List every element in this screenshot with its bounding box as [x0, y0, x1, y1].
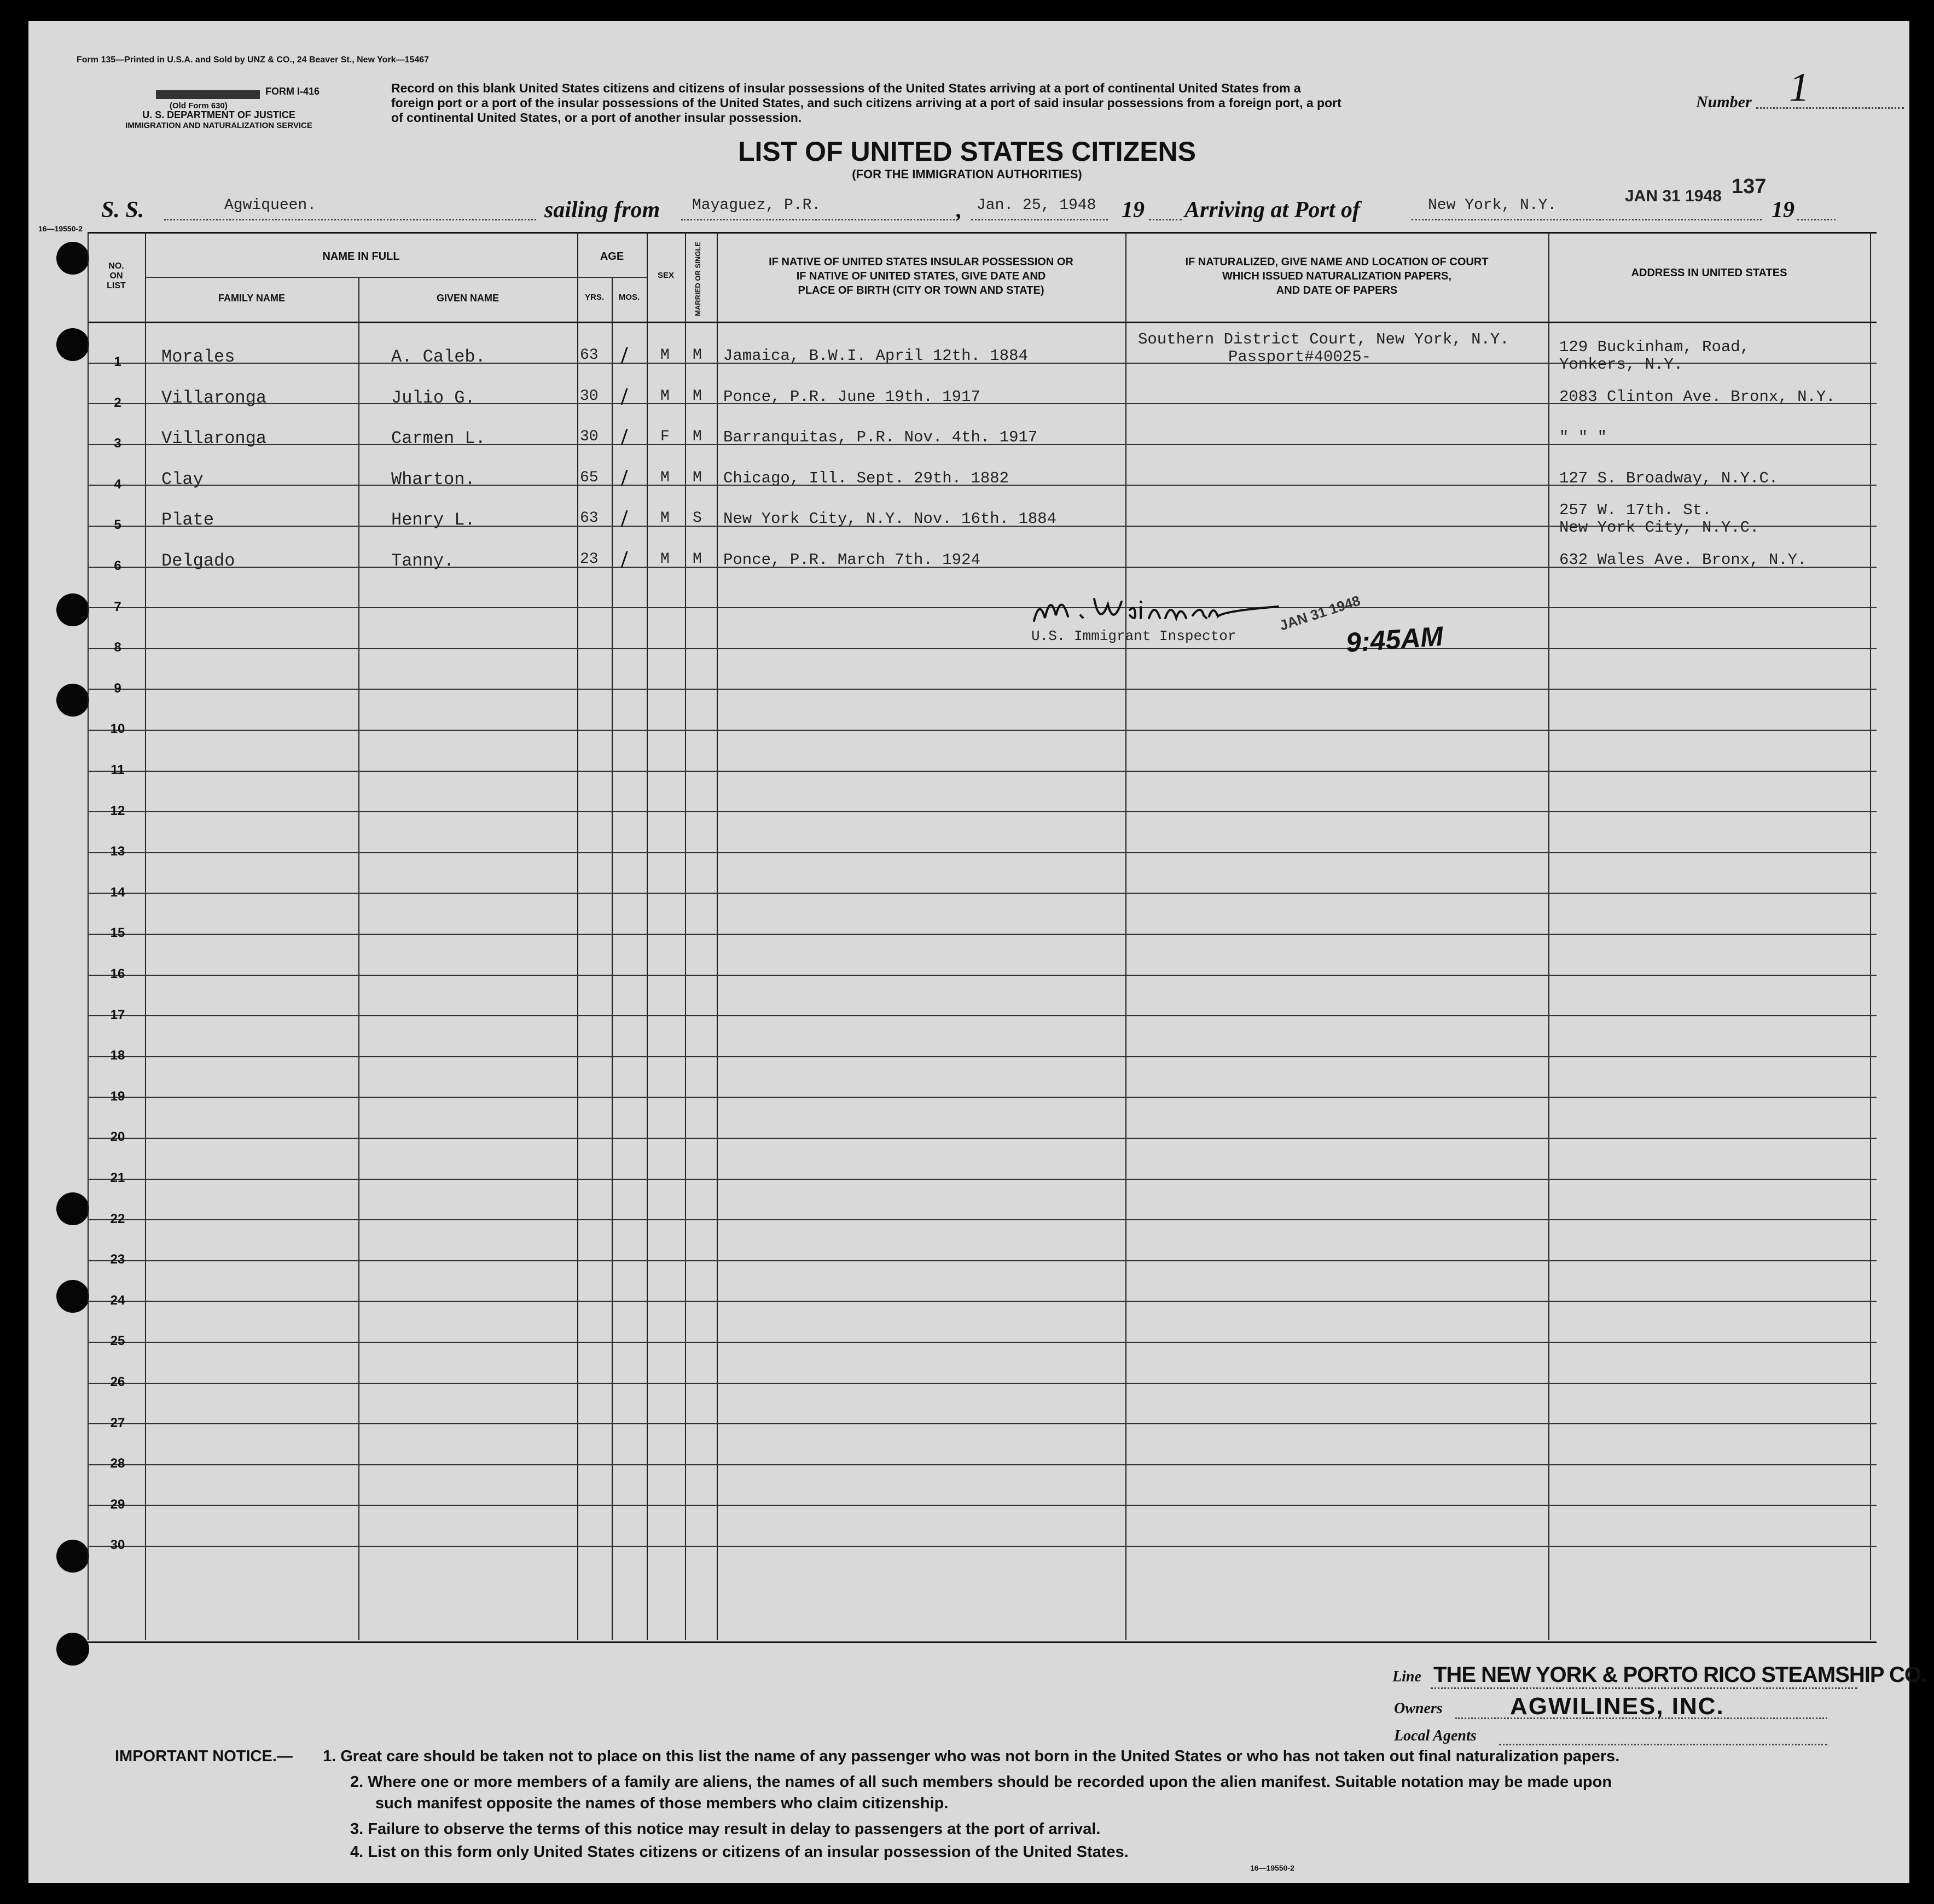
given-name: Julio G.: [391, 388, 475, 408]
family-name: Villaronga: [161, 428, 267, 449]
row-line: [88, 975, 1877, 976]
punch-hole: [56, 1540, 89, 1573]
row-line: [88, 771, 1877, 772]
row-line: [88, 1179, 1877, 1180]
birth-place-date: Ponce, P.R. June 19th. 1917: [723, 388, 980, 406]
sex: M: [660, 347, 670, 364]
printer-line: Form 135—Printed in U.S.A. and Sold by UNZ & CO., 24 Beaver St., New York—15467: [77, 55, 429, 65]
age-months-mark: /: [621, 423, 628, 450]
age-months-mark: /: [621, 342, 628, 369]
row-number: 1: [114, 354, 121, 369]
row-number: 22: [110, 1212, 125, 1226]
instruction-text: Record on this blank United States citizens and citizens of insular possessions of the United States arriving at a port of continental United States from a foreign port or a port of the insular possessions of the United States, and such citizens arriving at a port of said insular possessions from a foreign port, a port of continental United States, or a port of another insular possession.: [391, 81, 1341, 125]
age-years: 63: [580, 510, 599, 527]
inspector-title: U.S. Immigrant Inspector: [1031, 628, 1236, 644]
page-subtitle: (FOR THE IMMIGRATION AUTHORITIES): [852, 167, 1082, 181]
col-married-single: MARRIED OR SINGLE: [694, 242, 702, 316]
naturalization-court: Southern District Court, New York, N.Y.: [1138, 330, 1509, 348]
row-number: 29: [110, 1497, 125, 1512]
given-name: Wharton.: [391, 469, 475, 490]
notice-1: 1. Great care should be taken not to place on this list the name of any passenger who was not born in the United States or who has not taken out final naturalization papers.: [323, 1748, 1620, 1765]
row-line: [88, 934, 1877, 935]
row-number: 3: [114, 436, 121, 451]
row-number: 16: [110, 966, 125, 981]
inspection-date-stamp: JAN 31 1948: [1277, 592, 1363, 634]
row-number: 25: [110, 1334, 125, 1348]
row-number: 14: [110, 885, 125, 900]
col-given-name: GIVEN NAME: [436, 293, 499, 304]
age-months-mark: /: [621, 383, 628, 410]
col-no-on-list: NO. ON LIST: [107, 261, 126, 290]
age-years: 65: [580, 469, 599, 486]
row-number: 20: [110, 1129, 125, 1144]
col-mos: MOS.: [618, 293, 640, 302]
sex: M: [660, 388, 670, 405]
bottom-code: 16—19550-2: [1250, 1864, 1294, 1872]
marital-status: M: [693, 347, 702, 364]
notice-label: IMPORTANT NOTICE.—: [115, 1748, 293, 1765]
punch-hole: [56, 242, 89, 275]
old-form: (Old Form 630): [170, 101, 228, 110]
row-line: [88, 1301, 1877, 1302]
address-line-1: 2083 Clinton Ave. Bronx, N.Y.: [1559, 388, 1836, 406]
row-line: [88, 1260, 1877, 1261]
sex: M: [660, 469, 670, 486]
row-line: [88, 811, 1877, 812]
family-name: Plate: [161, 510, 214, 530]
row-number: 15: [110, 925, 125, 940]
row-number: 2: [114, 395, 121, 410]
punch-hole: [56, 684, 89, 717]
notice-2-cont: such manifest opposite the names of those members who claim citizenship.: [375, 1795, 949, 1812]
row-line: [88, 1097, 1877, 1098]
address-line-1: 127 S. Broadway, N.Y.C.: [1559, 469, 1779, 487]
to-port: New York, N.Y.: [1428, 197, 1557, 214]
stamp-number: 137: [1732, 175, 1767, 198]
given-name: A. Caleb.: [391, 347, 486, 367]
row-line: [88, 730, 1877, 731]
from-port: Mayaguez, P.R.: [692, 197, 821, 214]
notice-2: 2. Where one or more members of a family are aliens, the names of all such members should be recorded upon the alien manifest. Suitable notation may be made upon: [350, 1773, 1612, 1791]
marital-status: M: [693, 388, 702, 405]
birth-place-date: Jamaica, B.W.I. April 12th. 1884: [723, 347, 1028, 365]
row-number: 6: [114, 558, 121, 573]
number-value: 1: [1789, 65, 1809, 110]
row-number: 27: [110, 1416, 125, 1430]
row-line: [88, 689, 1877, 690]
row-number: 17: [110, 1008, 125, 1022]
row-line: [88, 852, 1877, 853]
age-years: 30: [580, 428, 599, 445]
address-line-2: Yonkers, N.Y.: [1559, 356, 1683, 374]
punch-hole: [56, 593, 89, 626]
arriving-label: Arriving at Port of: [1184, 197, 1360, 223]
owners-label: Owners: [1394, 1700, 1443, 1717]
row-line: [88, 607, 1877, 608]
year-label: 19: [1122, 197, 1145, 223]
family-name: Clay: [161, 469, 204, 490]
sex: M: [660, 551, 670, 568]
address-line-1: 632 Wales Ave. Bronx, N.Y.: [1559, 551, 1807, 569]
address-line-1: " " ": [1559, 428, 1607, 446]
row-line: [88, 893, 1877, 894]
birth-place-date: Ponce, P.R. March 7th. 1924: [723, 551, 980, 569]
row-line: [88, 1383, 1877, 1384]
marital-status: M: [693, 551, 702, 568]
row-number: 23: [110, 1252, 125, 1267]
marital-status: M: [693, 469, 702, 486]
number-label: Number: [1696, 93, 1752, 111]
given-name: Henry L.: [391, 510, 475, 530]
punch-hole: [56, 1280, 89, 1313]
row-number: 19: [110, 1089, 125, 1104]
marital-status: S: [693, 510, 702, 527]
service: IMMIGRATION AND NATURALIZATION SERVICE: [125, 121, 312, 130]
sailing-label: sailing from: [544, 197, 660, 223]
given-name: Tanny.: [391, 551, 455, 571]
sex: F: [660, 428, 670, 445]
sailing-date: Jan. 25, 1948: [977, 197, 1096, 214]
row-number: 7: [114, 599, 121, 614]
age-years: 23: [580, 551, 599, 568]
col-yrs: YRS.: [584, 293, 604, 302]
punch-hole: [56, 328, 89, 361]
row-line: [88, 1056, 1877, 1057]
row-number: 28: [110, 1456, 125, 1471]
punch-hole: [56, 1192, 89, 1225]
row-number: 26: [110, 1375, 125, 1389]
row-number: 30: [110, 1538, 125, 1552]
row-line: [88, 1505, 1877, 1506]
row-line: [88, 648, 1877, 649]
passport-number: Passport#40025-: [1228, 348, 1372, 366]
row-line: [88, 1423, 1877, 1424]
arrival-stamp: JAN 31 1948: [1625, 187, 1722, 205]
side-code: 16—19550-2: [38, 224, 83, 233]
row-number: 4: [114, 477, 121, 492]
birth-place-date: Barranquitas, P.R. Nov. 4th. 1917: [723, 428, 1038, 446]
row-number: 11: [111, 762, 125, 777]
row-line: [88, 1464, 1877, 1465]
family-name: Morales: [161, 347, 235, 367]
row-line: [88, 1342, 1877, 1343]
page-title: LIST OF UNITED STATES CITIZENS: [737, 136, 1197, 167]
family-name: Villaronga: [161, 388, 267, 408]
age-years: 30: [580, 388, 599, 405]
row-number: 21: [110, 1171, 125, 1185]
line-label: Line: [1392, 1668, 1421, 1685]
col-birth: IF NATIVE OF UNITED STATES INSULAR POSSESSION OR IF NATIVE OF UNITED STATES, GIVE DATE AND PLACE OF BIRTH (CITY OR TOWN AND STATE): [769, 256, 1073, 296]
address-line-1: 129 Buckinham, Road,: [1559, 338, 1750, 356]
birth-place-date: Chicago, Ill. Sept. 29th. 1882: [723, 469, 1009, 487]
col-address: ADDRESS IN UNITED STATES: [1631, 267, 1787, 279]
form-number: FORM I-416: [265, 86, 320, 97]
department: U. S. DEPARTMENT OF JUSTICE: [142, 109, 295, 120]
col-age: AGE: [600, 251, 624, 263]
address-line-2: New York City, N.Y.C.: [1559, 519, 1759, 537]
local-agents-label: Local Agents: [1394, 1727, 1477, 1744]
row-line: [88, 1138, 1877, 1139]
row-line: [88, 1546, 1877, 1547]
marital-status: M: [693, 428, 702, 445]
col-naturalized: IF NATURALIZED, GIVE NAME AND LOCATION OF COURT WHICH ISSUED NATURALIZATION PAPERS, AND DATE OF PAPERS: [1185, 256, 1489, 296]
family-name: Delgado: [161, 551, 235, 571]
line-value: THE NEW YORK & PORTO RICO STEAMSHIP CO.: [1433, 1663, 1927, 1687]
year-label-2: 19: [1772, 197, 1794, 223]
row-number: 5: [114, 517, 121, 532]
ss-label: S. S.: [101, 197, 144, 223]
birth-place-date: New York City, N.Y. Nov. 16th. 1884: [723, 510, 1057, 528]
row-number: 18: [110, 1048, 125, 1063]
owners-value: AGWILINES, INC.: [1510, 1693, 1724, 1720]
notice-3: 3. Failure to observe the terms of this notice may result in delay to passengers at the port of arrival.: [350, 1820, 1101, 1838]
row-number: 13: [110, 844, 125, 859]
row-line: [88, 1015, 1877, 1016]
address-line-1: 257 W. 17th. St.: [1559, 501, 1712, 519]
age-months-mark: /: [621, 464, 628, 491]
age-years: 63: [580, 347, 599, 364]
row-line: [88, 1219, 1877, 1220]
age-months-mark: /: [621, 546, 628, 573]
sex: M: [660, 510, 670, 527]
punch-hole: [56, 1633, 89, 1666]
row-number: 12: [110, 803, 125, 818]
ship-name: Agwiqueen.: [224, 197, 317, 214]
row-number: 8: [114, 640, 121, 655]
redaction-bar: [156, 90, 260, 99]
row-number: 10: [110, 721, 125, 736]
row-number: 24: [110, 1293, 125, 1308]
col-name-in-full: NAME IN FULL: [322, 251, 400, 263]
age-months-mark: /: [621, 505, 628, 532]
inspection-time: 9:45AM: [1345, 620, 1444, 659]
col-family-name: FAMILY NAME: [218, 293, 286, 304]
given-name: Carmen L.: [391, 428, 486, 449]
row-number: 9: [114, 681, 121, 696]
col-sex: SEX: [657, 271, 674, 280]
notice-4: 4. List on this form only United States citizens or citizens of an insular possession of the United States.: [350, 1843, 1129, 1861]
